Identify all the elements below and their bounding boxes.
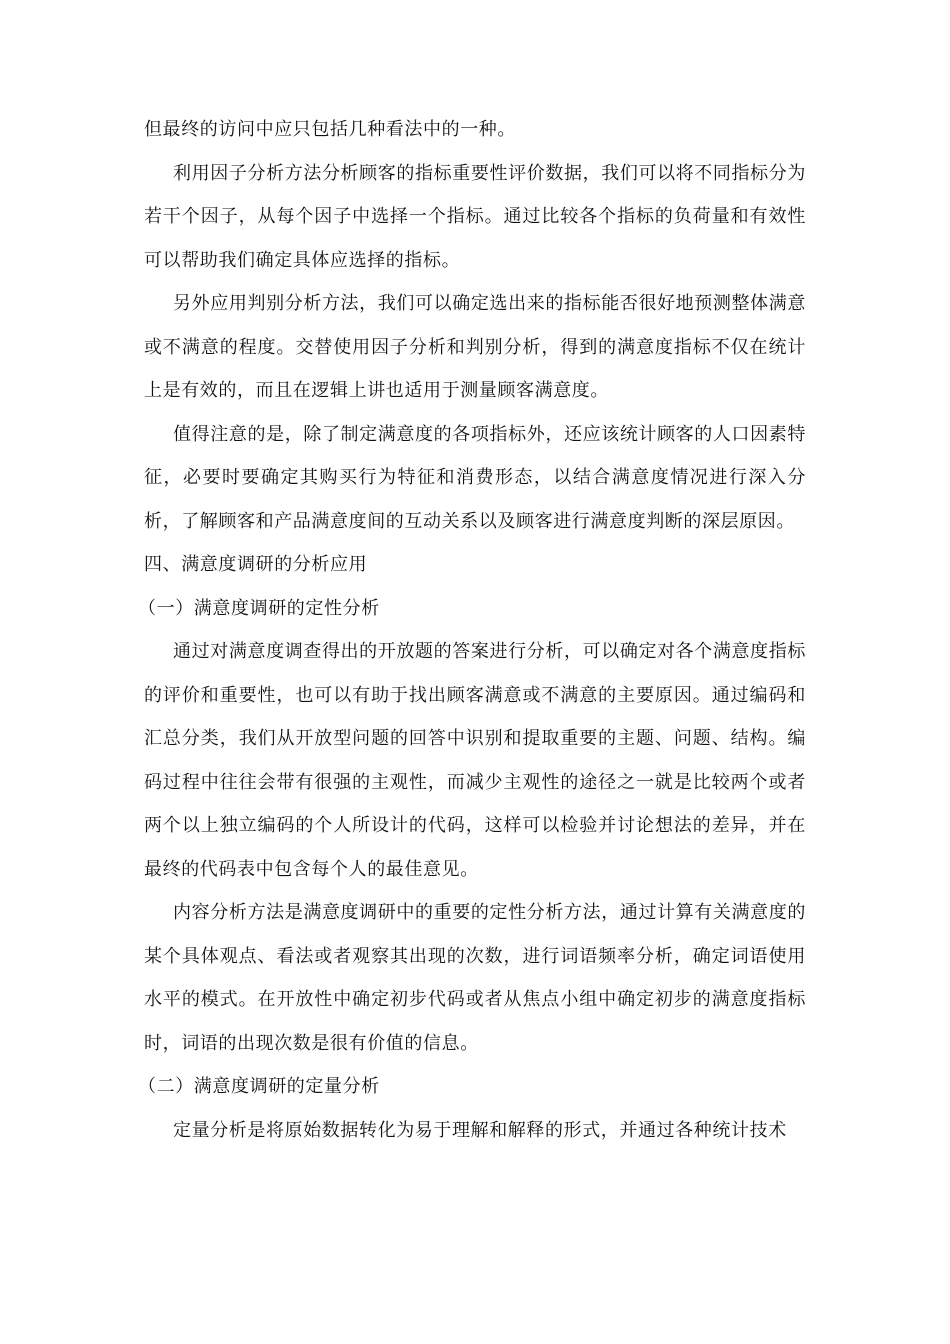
document-page [138, 108, 806, 1152]
subsection-heading-quantitative: （二）满意度调研的定量分析 [138, 1076, 380, 1097]
subsection-heading-qualitative: （一）满意度调研的定性分析 [138, 597, 380, 619]
paragraph-open-question-coding: 通过对满意度调查得出的开放题的答案进行分析，可以确定对各个满意度指标的评价和重要性，也可以有助于找出顾客满意或不满意的主要原因。通过编码和汇总分类，我们从开放型问题的回答中识别和提取重要的主题、问题、结构。编码过程中往往会带有很强的主观性，而减少主观性的途径之一就是比较两个或者两个以上独立编码的个人所设计的代码，这样可以检验并讨论想法的差异，并在最终的代码表中包含每个人的最佳意见。 [144, 641, 806, 880]
paragraph-discriminant-analysis: 另外应用判别分析方法，我们可以确定选出来的指标能否很好地预测整体满意或不满意的程度。交替使用因子分析和判别分析，得到的满意度指标不仅在统计上是有效的，而且在逻辑上讲也适用于测量顾客满意度。 [144, 293, 806, 401]
section-heading-analysis-application: 四、满意度调研的分析应用 [144, 554, 368, 575]
paragraph-content-analysis: 内容分析方法是满意度调研中的重要的定性分析方法，通过计算有关满意度的某个具体观点、看法或者观察其出现的次数，进行词语频率分析，确定词语使用水平的模式。在开放性中确定初步代码或者从焦点小组中确定初步的满意度指标时，词语的出现次数是很有价值的信息。 [144, 902, 806, 1054]
paragraph-demographics: 值得注意的是，除了制定满意度的各项指标外，还应该统计顾客的人口因素特征，必要时要确定其购买行为特征和消费形态，以结合满意度情况进行深入分析，了解顾客和产品满意度间的互动关系以及顾客进行满意度判断的深层原因。 [144, 423, 806, 532]
paragraph-factor-analysis: 利用因子分析方法分析顾客的指标重要性评价数据，我们可以将不同指标分为若干个因子，从每个因子中选择一个指标。通过比较各个指标的负荷量和有效性可以帮助我们确定具体应选择的指标。 [144, 162, 806, 271]
paragraph-quantitative-intro: 定量分析是将原始数据转化为易于理解和解释的形式，并通过各种统计技术 [173, 1119, 787, 1141]
paragraph-continuation: 但最终的访问中应只包括几种看法中的一种。 [144, 119, 516, 140]
